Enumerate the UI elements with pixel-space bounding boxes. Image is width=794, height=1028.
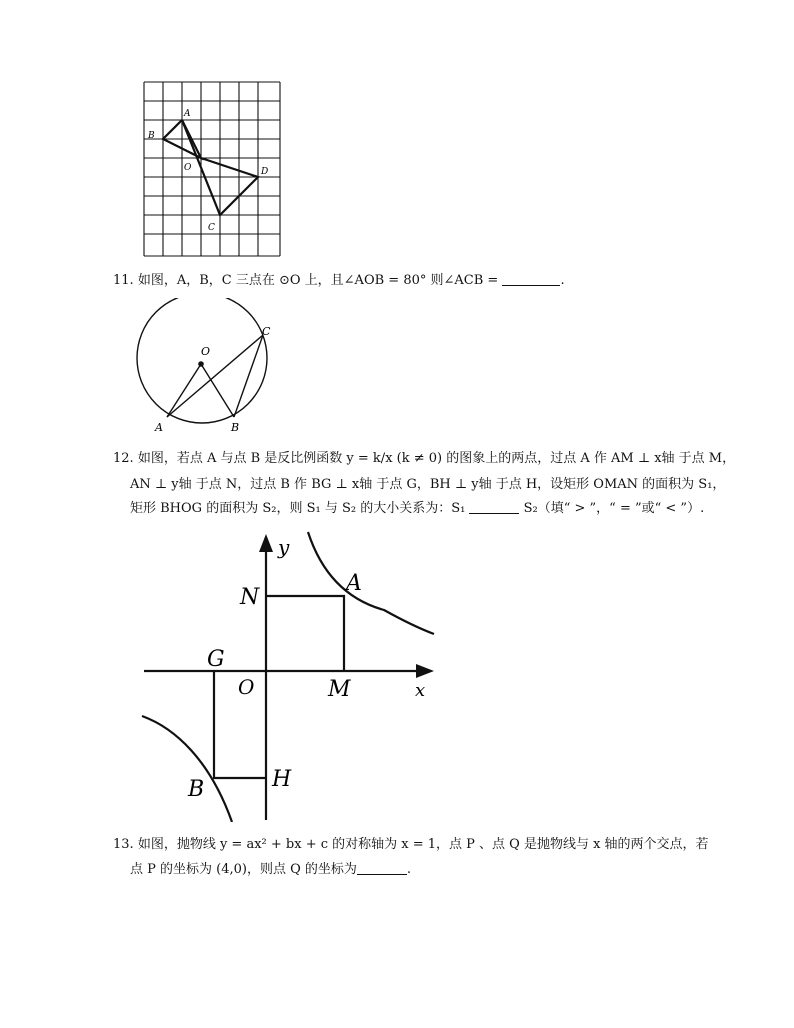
label-c: C — [208, 223, 215, 233]
answer-blank[interactable] — [469, 499, 519, 514]
circle-figure — [130, 298, 280, 438]
question-line-1: 如图，若点 A 与点 B 是反比例函数 y = k/x (k ≠ 0) 的图象上的两点，过点 A 作 AM ⊥ x轴 于点 M， — [137, 451, 736, 466]
label-b: B — [188, 777, 205, 802]
label-h: H — [272, 767, 292, 792]
label-a: A — [155, 421, 163, 434]
hyperbola-figure — [140, 530, 440, 822]
label-d: D — [261, 167, 269, 177]
label-x: x — [415, 680, 426, 701]
question-text: 如图，A，B，C 三点在 ⊙O 上，且∠AOB = 80° 则∠ACB = — [137, 273, 503, 288]
label-n: N — [240, 585, 260, 610]
question-line-3b: S₂（填“ > ”，“ = ”或“ < ”）. — [519, 501, 705, 516]
label-b: B — [231, 421, 240, 434]
question-12 — [113, 446, 735, 472]
question-number: 11. — [113, 273, 134, 288]
question-number: 13. — [113, 837, 134, 852]
grid-figure — [140, 78, 288, 260]
question-line-1: 如图，抛物线 y = ax² + bx + c 的对称轴为 x = 1，点 P 、点 Q 是抛物线与 x 轴的两个交点，若 — [137, 837, 709, 852]
question-number: 12. — [113, 451, 134, 466]
label-a: A — [184, 109, 191, 119]
question-12-line-3 — [130, 496, 704, 522]
question-12-line-2 — [130, 472, 725, 498]
label-c: C — [262, 325, 271, 338]
label-a: A — [346, 571, 362, 596]
label-o: O — [238, 675, 255, 699]
answer-blank[interactable] — [502, 271, 560, 286]
question-line-2: AN ⊥ y轴 于点 N，过点 B 作 BG ⊥ x轴 于点 G，BH ⊥ y轴 于点 H，设矩形 OMAN 的面积为 S₁， — [130, 477, 726, 492]
label-b: B — [148, 131, 155, 141]
question-13 — [113, 832, 709, 858]
question-11 — [113, 268, 565, 294]
label-y: y — [278, 535, 290, 559]
answer-blank[interactable] — [357, 860, 407, 875]
label-o: O — [201, 345, 211, 358]
question-line-2b: . — [406, 862, 412, 877]
question-line-2a: 点 P 的坐标为 (4,0)，则点 Q 的坐标为 — [130, 862, 357, 877]
label-o: O — [184, 163, 192, 173]
label-m: M — [328, 677, 351, 702]
question-13-line-2 — [130, 857, 411, 883]
question-end: . — [560, 273, 565, 288]
question-line-3a: 矩形 BHOG 的面积为 S₂，则 S₁ 与 S₂ 的大小关系为：S₁ — [130, 501, 470, 516]
label-g: G — [207, 647, 225, 672]
